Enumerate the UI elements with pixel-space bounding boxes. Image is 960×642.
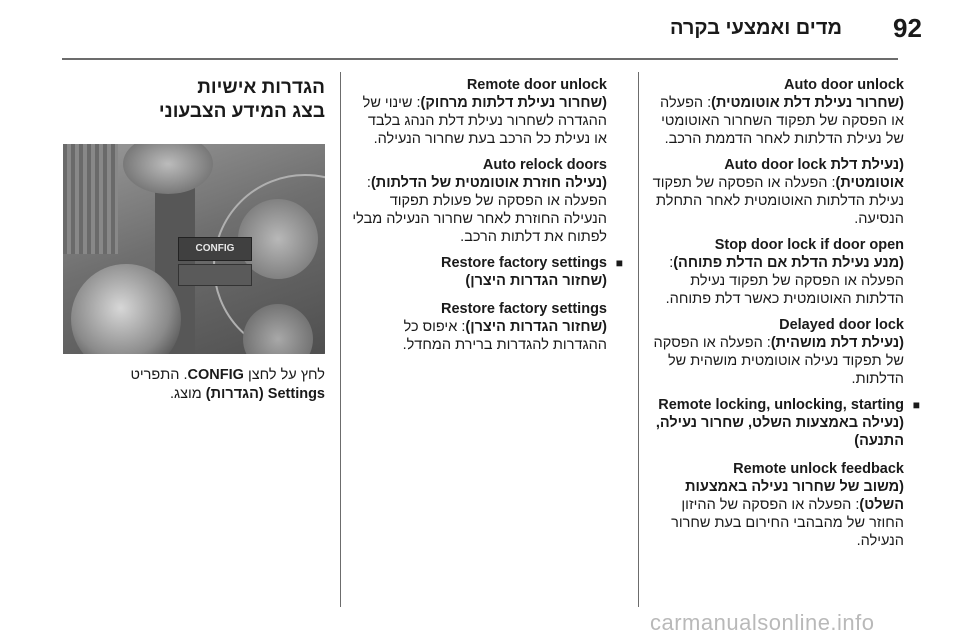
section-title-line-1: הגדרות אישיות [197,77,325,98]
entry-description: : הפעלה או הפסקה של תפקוד נעילה אוטומטית מושהית של הדלתות. [653,335,904,387]
column-divider-right [638,72,639,607]
page-header [0,0,960,58]
auto-door-unlock-entry [652,76,904,148]
section-title-he: (שחזור הגדרות היצרן) [465,273,607,289]
column-right [652,76,920,558]
entry-description: : הפעלה או הפסקה של פעולת תפקוד הנעילה החוזרת לאחר שחרור הנעילה מבלי לפתוח את דלתות הרכב. [352,175,607,245]
entry-title-en: Remote door unlock [466,77,607,93]
entry-description: : שינוי של ההגדרה לשחרור נעילת דלת הנהג בלבד או נעילת כל הרכב בעת שחרור הנעילה. [362,95,607,147]
config-button: CONFIG [178,237,252,261]
column-left [60,76,325,404]
column-middle [352,76,623,362]
entry-title-en: Delayed door lock [779,317,904,333]
page-number: 92 [893,13,922,43]
section-title-line-2: בצג המידע הצבעוני [158,101,325,122]
entry-title-he: (נעילת דלת מושהית) [770,335,904,351]
entry-title-he-cont: אוטומטית) [835,175,904,191]
entry-text [352,94,607,148]
section-heading-restore-factory [352,254,623,272]
knob-top [123,144,213,194]
header-rule [62,58,898,60]
delayed-door-lock-entry [652,316,904,388]
remote-door-unlock-entry [352,76,607,148]
restore-factory-settings-entry [352,300,607,354]
entry-text [352,318,607,354]
entry-text [352,174,607,246]
panel-button [178,264,252,286]
watermark: carmanualsonline.info [650,610,875,635]
stop-door-lock-entry [652,236,904,308]
section-title-en: Remote locking, unlocking, starting [658,397,904,413]
entry-title-he: (שחרור נעילת דלתות מרחוק) [420,95,607,111]
caption-text: . התפריט [130,367,188,383]
caption-text: לחץ על לחצן [243,367,325,383]
section-heading-remote-locking [652,396,920,414]
entry-title-he: (מנע נעילת הדלת אם הדלת פתוחה) [673,255,904,271]
entry-title-en: Stop door lock if door open [714,237,904,253]
entry-title-he: (שחזור הגדרות היצרן) [465,319,607,335]
vent-grille [63,144,118,254]
entry-title-en: Remote unlock feedback [733,461,904,477]
remote-unlock-feedback-entry [652,460,904,550]
entry-text [652,478,904,550]
entry-description: : הפעלה או הפסקה של תפקוד השחרור האוטומטי של נעילת הדלתות לאחר הדממת הרכב. [660,95,904,147]
running-title: מדים ואמצעי בקרה [669,17,842,39]
entry-title-he: (משוב של שחרור נעילה באמצעות השלט) [685,479,904,513]
entry-description: : הפעלה או הפסקה של תפקוד נעילת הדלתות האוטומטית לאחר התחלת הנסיעה. [652,175,904,227]
entry-description: : איפוס כל ההגדרות להגדרות ברירת המחדל. [402,319,607,353]
section-title [60,76,325,124]
entry-text [652,334,904,388]
entry-title-en: Restore factory settings [441,301,607,317]
entry-title-he: (שחרור נעילת דלת אוטומטית) [711,95,904,111]
entry-description: : הפעלה או הפסקה של ההיזון החוזר של מהבהבי החירום בעת שחרור הנעילה. [671,497,904,549]
photo-caption [60,366,325,404]
column-divider-left [340,72,341,607]
caption-text: מוצג. [169,386,206,402]
entry-title-he: (נעילה חוזרת אוטומטית של הדלתות) [370,175,607,191]
square-bullet-icon: ■ [912,398,920,412]
dashboard-photo [63,144,325,354]
auto-door-lock-entry [652,156,904,228]
entry-text [652,94,904,148]
caption-settings: Settings (הגדרות) [205,386,325,402]
entry-title-he: (נעילת דלת [830,157,904,173]
section-title-he: (נעילה באמצעות השלט, שחרור נעילה, התנעה) [655,415,904,449]
square-bullet-icon: ■ [615,256,623,270]
entry-text [652,156,904,228]
section-title-en: Restore factory settings [441,255,607,271]
entry-text [652,254,904,308]
caption-config: CONFIG [187,367,244,383]
entry-title-en: Auto relock doors [482,157,607,173]
entry-description: : הפעלה או הפסקה של תפקוד נעילת הדלתות האוטומטית כאשר דלת פתוחה. [665,255,904,307]
entry-title-en: Auto door lock [724,157,827,173]
auto-relock-doors-entry [352,156,607,246]
entry-title-en: Auto door unlock [783,77,904,93]
